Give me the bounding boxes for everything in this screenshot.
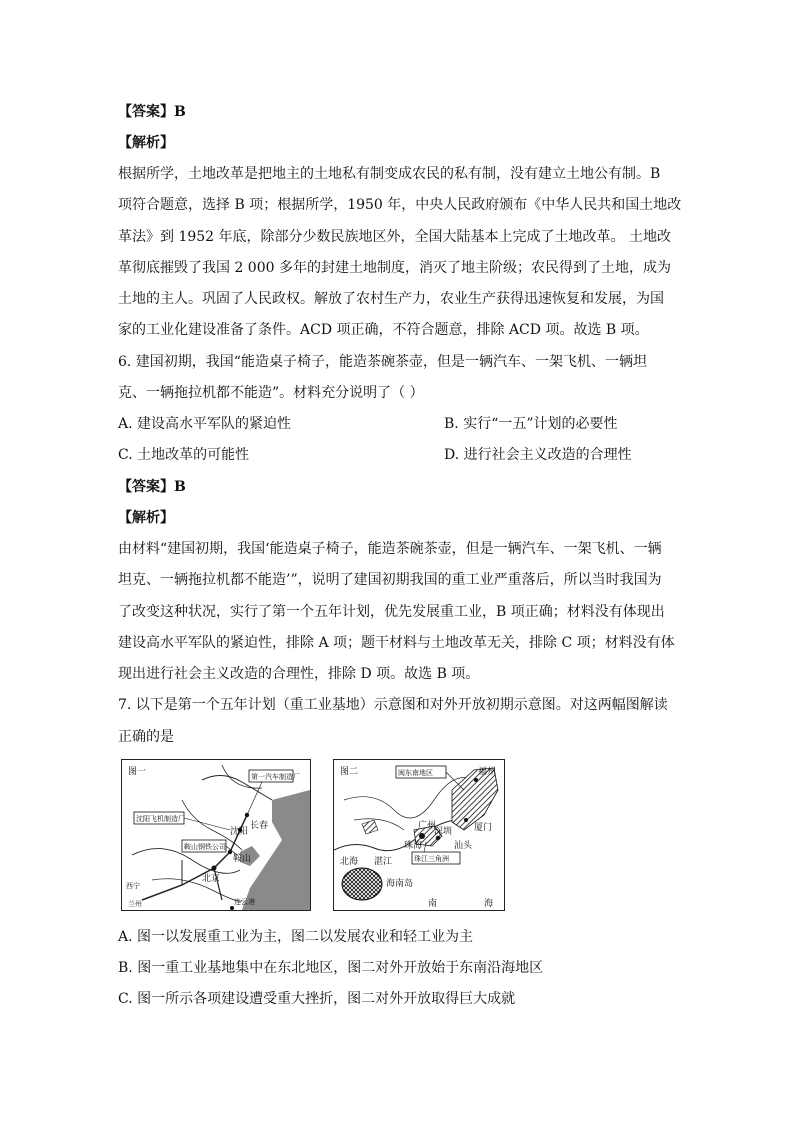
- map1-label-changchun: 长春: [250, 821, 269, 831]
- q6-analysis-line: 建设高水平军队的紧迫性，排除 A 项；题干材料与土地改革无关，排除 C 项；材料没有体: [118, 635, 675, 651]
- map1-label-plant1: 第一汽车制造厂: [251, 773, 300, 781]
- map2-label-shantou: 汕头: [454, 841, 473, 851]
- q6-option-b: B. 实行“一五”计划的必要性: [444, 416, 618, 432]
- q6-analysis-line: 坦克、一辆拖拉机都不能造’”，说明了建国初期我国的重工业严重落后，所以当时我国为: [118, 572, 662, 588]
- q5-analysis-line: 根据所学，土地改革是把地主的土地私有制变成农民的私有制，没有建立土地公有制。B: [118, 166, 661, 182]
- q6-option-c: C. 土地改革的可能性: [118, 447, 250, 463]
- q5-analysis-line: 革法》到 1952 年底，除部分少数民族地区外，全国大陆基本上完成了土地改革。 土地改: [118, 229, 671, 245]
- map-figure-2: [333, 759, 505, 911]
- map1-label-lanzhou: 兰州: [128, 900, 142, 908]
- q5-analysis-line: 革彻底摧毁了我国 2 000 多年的封建土地制度，消灭了地主阶级；农民得到了土地，成为: [118, 260, 671, 276]
- q5-analysis-line: 项符合题意，选择 B 项；根据所学，1950 年，中央人民政府颁布《中华人民共和国土地改: [118, 197, 682, 213]
- map2-label-beihai: 北海: [340, 857, 359, 867]
- map2-title: 图二: [340, 767, 359, 777]
- q5-analysis-label: 【解析】: [118, 135, 174, 151]
- q6-option-d: D. 进行社会主义改造的合理性: [444, 447, 632, 463]
- q5-analysis-line: 土地的主人。巩固了人民政权。解放了农村生产力，农业生产获得迅速恢复和发展，为国: [118, 291, 664, 307]
- map1-label-anshan: 鞍山: [233, 854, 252, 864]
- map1-label-lianyungang: 连云港: [234, 898, 255, 906]
- map1-label-beijing: 北京: [202, 874, 221, 884]
- map2-label-zhuhai: 珠海: [404, 841, 423, 851]
- q5-answer: 【答案】B: [118, 104, 186, 120]
- map1-label-shenyang: 沈阳: [230, 827, 249, 837]
- map2-label-pearl: 珠江三角洲: [414, 855, 449, 863]
- q6-analysis-label: 【解析】: [118, 510, 174, 526]
- map2-label-fuzhou: 福州: [478, 767, 497, 777]
- q7-option-c: C. 图一所示各项建设遭受重大挫折，图二对外开放取得巨大成就: [118, 991, 516, 1007]
- map2-label-minnan: 闽东南地区: [398, 769, 433, 777]
- q6-analysis-line: 现出进行社会主义改造的合理性，排除 D 项。故选 B 项。: [118, 666, 480, 682]
- map1-label-plant2: 沈阳飞机制造厂: [136, 815, 185, 823]
- q7-option-a: A. 图一以发展重工业为主，图二以发展农业和轻工业为主: [118, 929, 474, 945]
- map2-label-guangzhou: 广州: [418, 821, 437, 831]
- q6-option-a: A. 建设高水平军队的紧迫性: [118, 416, 292, 432]
- q6-stem: 克、一辆拖拉机都不能造”。材料充分说明了（ ）: [118, 385, 424, 401]
- q7-option-b: B. 图一重工业基地集中在东北地区，图二对外开放始于东南沿海地区: [118, 960, 544, 976]
- map2-label-xiamen: 厦门: [474, 823, 493, 833]
- map1-title: 图一: [128, 767, 147, 777]
- q6-analysis-line: 由材料“建国初期，我国‘能造桌子椅子，能造茶碗茶壶，但是一辆汽车、一架飞机、一辆: [118, 541, 662, 557]
- map2-label-nan: 南: [428, 899, 438, 909]
- q7-stem: 7. 以下是第一个五年计划（重工业基地）示意图和对外开放初期示意图。对这两幅图解读: [118, 697, 668, 713]
- q7-stem: 正确的是: [118, 729, 174, 745]
- q6-answer: 【答案】B: [118, 479, 186, 495]
- map2-label-zhanjiang: 湛江: [374, 857, 393, 867]
- map1-label-xining: 西宁: [126, 882, 140, 890]
- map-figure-1: [121, 759, 311, 911]
- q6-analysis-line: 了改变这种状况，实行了第一个五年计划，优先发展重工业，B 项正确；材料没有体现出: [118, 604, 665, 620]
- map2-label-hai: 海: [484, 899, 494, 909]
- map2-label-shenzhen: 深圳: [434, 827, 453, 837]
- q6-stem: 6. 建国初期，我国“能造桌子椅子，能造茶碗茶壶，但是一辆汽车、一架飞机、一辆坦: [118, 354, 647, 370]
- map1-label-plant3: 鞍山钢铁公司: [184, 843, 226, 851]
- map2-label-hainan: 海南岛: [386, 879, 414, 889]
- q5-analysis-line: 家的工业化建设准备了条件。ACD 项正确，不符合题意，排除 ACD 项。故选 B 项。: [118, 322, 649, 338]
